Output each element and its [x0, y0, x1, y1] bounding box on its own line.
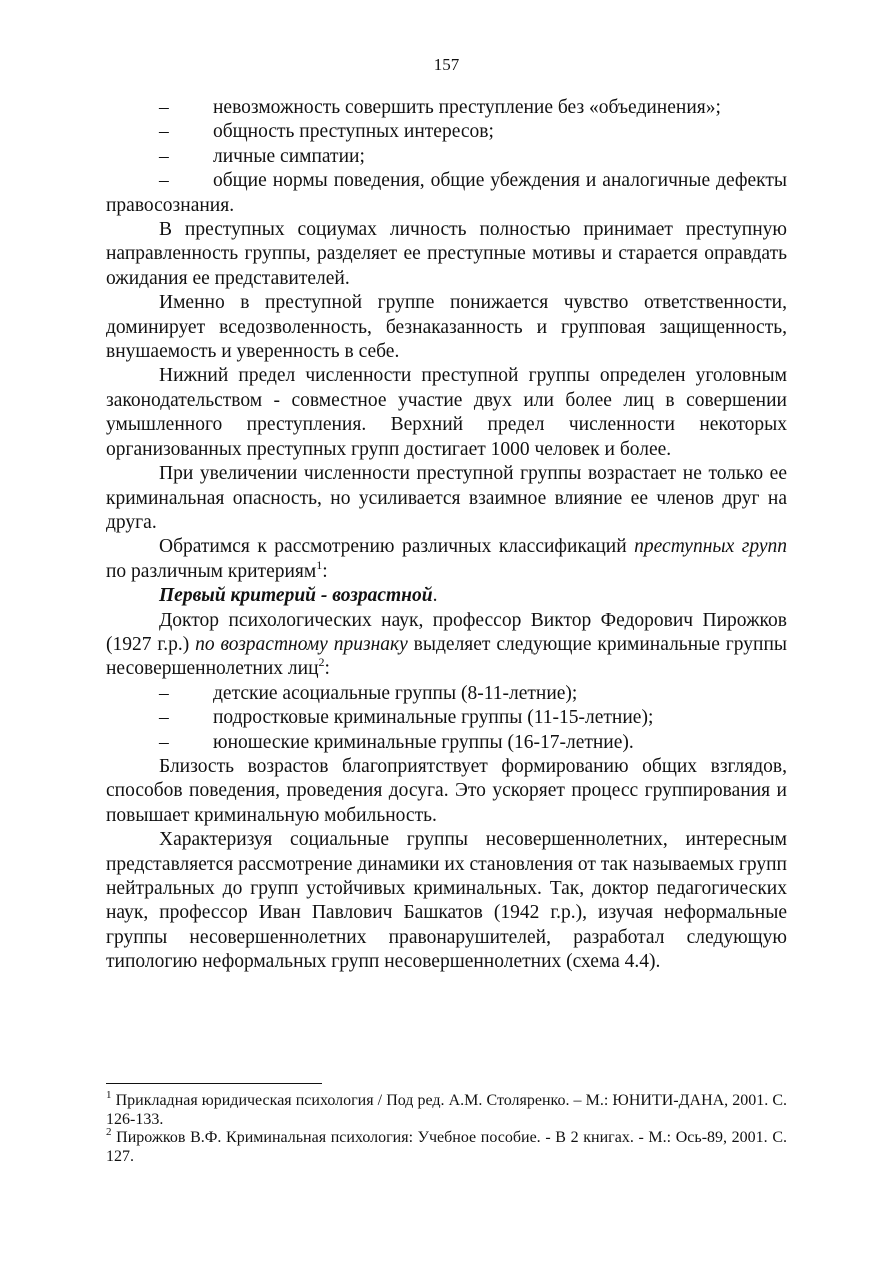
criterion-title: Первый критерий - возрастной: [159, 585, 433, 607]
criterion-heading: [106, 584, 787, 608]
italic-term: по возрастному признаку: [195, 633, 408, 655]
footnote: [106, 1089, 787, 1129]
main-text: [106, 96, 787, 975]
text-run: :: [324, 658, 330, 680]
paragraph: Близость возрастов благоприятствует формированию общих взглядов, способов поведения, проведения досуга. Это ускоряет процесс группирования и повышает криминальную мобильность.: [106, 755, 787, 826]
footnote-ref: 2: [318, 655, 325, 670]
paragraph: При увеличении численности преступной группы возрастает не только ее криминальная опасность, но усиливается взаимное влияние ее членов друг на друга.: [106, 463, 787, 533]
text-run: выделяет следующие криминальные группы несовершеннолетних лиц: [106, 633, 787, 680]
list-item-text: личные симпатии;: [213, 145, 365, 167]
list-dash: –: [159, 145, 169, 167]
list-item: [106, 145, 787, 169]
list-item-text: детские асоциальные группы (8-11-летние);: [213, 682, 578, 704]
footnote-number: 1: [106, 1089, 112, 1101]
footnote-text: Прикладная юридическая психология / Под ред. А.М. Столяренко. – М.: ЮНИТИ-ДАНА, 2001. С. 126-133.: [106, 1092, 787, 1128]
list-item: [106, 731, 787, 755]
footnote-number: 2: [106, 1126, 112, 1138]
italic-term: преступных групп: [634, 536, 787, 558]
footnotes: [106, 1089, 787, 1166]
list-dash: –: [159, 682, 169, 704]
list-item: [106, 169, 787, 218]
footnote: [106, 1126, 787, 1166]
footnote-divider: [106, 1083, 322, 1084]
list-item: [106, 706, 787, 730]
paragraph: Нижний предел численности преступной группы определен уголовным законодательством - совместное участие двух или более лиц в совершении умышленного преступления. Верхний предел численности некоторых организованных преступных групп достигает 1000 человек и более.: [106, 365, 787, 460]
paragraph: [106, 535, 787, 584]
paragraph: [106, 609, 787, 682]
list-dash: –: [159, 707, 169, 729]
list-item-text: общность преступных интересов;: [213, 121, 494, 143]
text-run: .: [432, 585, 438, 607]
list-item-text: юношеские криминальные группы (16-17-летние).: [213, 731, 634, 753]
page-number: 157: [433, 55, 460, 74]
paragraph: Именно в преступной группе понижается чувство ответственности, доминирует вседозволенность, безнаказанность и групповая защищенность, внушаемость и уверенность в себе.: [106, 292, 787, 363]
footnote-text: Пирожков В.Ф. Криминальная психология: Учебное пособие. - В 2 книгах. - М.: Ось-89, 2001. С. 127.: [106, 1129, 787, 1165]
list-dash: –: [159, 170, 169, 192]
list-item-text: невозможность совершить преступление без «объединения»;: [213, 97, 721, 118]
text-run: Доктор психологических наук, профессор Виктор Федорович Пирожков (1927 г.р.): [106, 609, 787, 655]
list-item-text: подростковые криминальные группы (11-15-летние);: [213, 707, 654, 729]
paragraph: В преступных социумах личность полностью принимает преступную направленность группы, разделяет ее преступные мотивы и старается оправдать ожидания ее представителей.: [106, 219, 787, 289]
text-run: Обратимся к рассмотрению различных классификаций: [159, 536, 635, 558]
list-dash: –: [159, 97, 169, 118]
paragraph: Характеризуя социальные группы несовершеннолетних, интересным представляется рассмотрение динамики их становления от так называемых групп нейтральных до групп устойчивых криминальных. Так, доктор педагогических наук, профессор Иван Павлович Башкатов (1942 г.р.), изучая неформальные группы несовершеннолетних правонарушителей, разработал следующую типологию неформальных групп несовершеннолетних (схема 4.4).: [106, 829, 787, 973]
list-item: [106, 96, 787, 120]
text-run: по различным критериям: [106, 560, 317, 582]
text-run: :: [322, 560, 328, 582]
list-dash: –: [159, 731, 169, 753]
list-item: [106, 120, 787, 144]
list-dash: –: [159, 121, 169, 143]
list-item: [106, 682, 787, 706]
list-item-text: общие нормы поведения, общие убеждения и аналогичные дефекты правосознания.: [106, 170, 787, 216]
footnote-ref: 1: [316, 557, 323, 572]
